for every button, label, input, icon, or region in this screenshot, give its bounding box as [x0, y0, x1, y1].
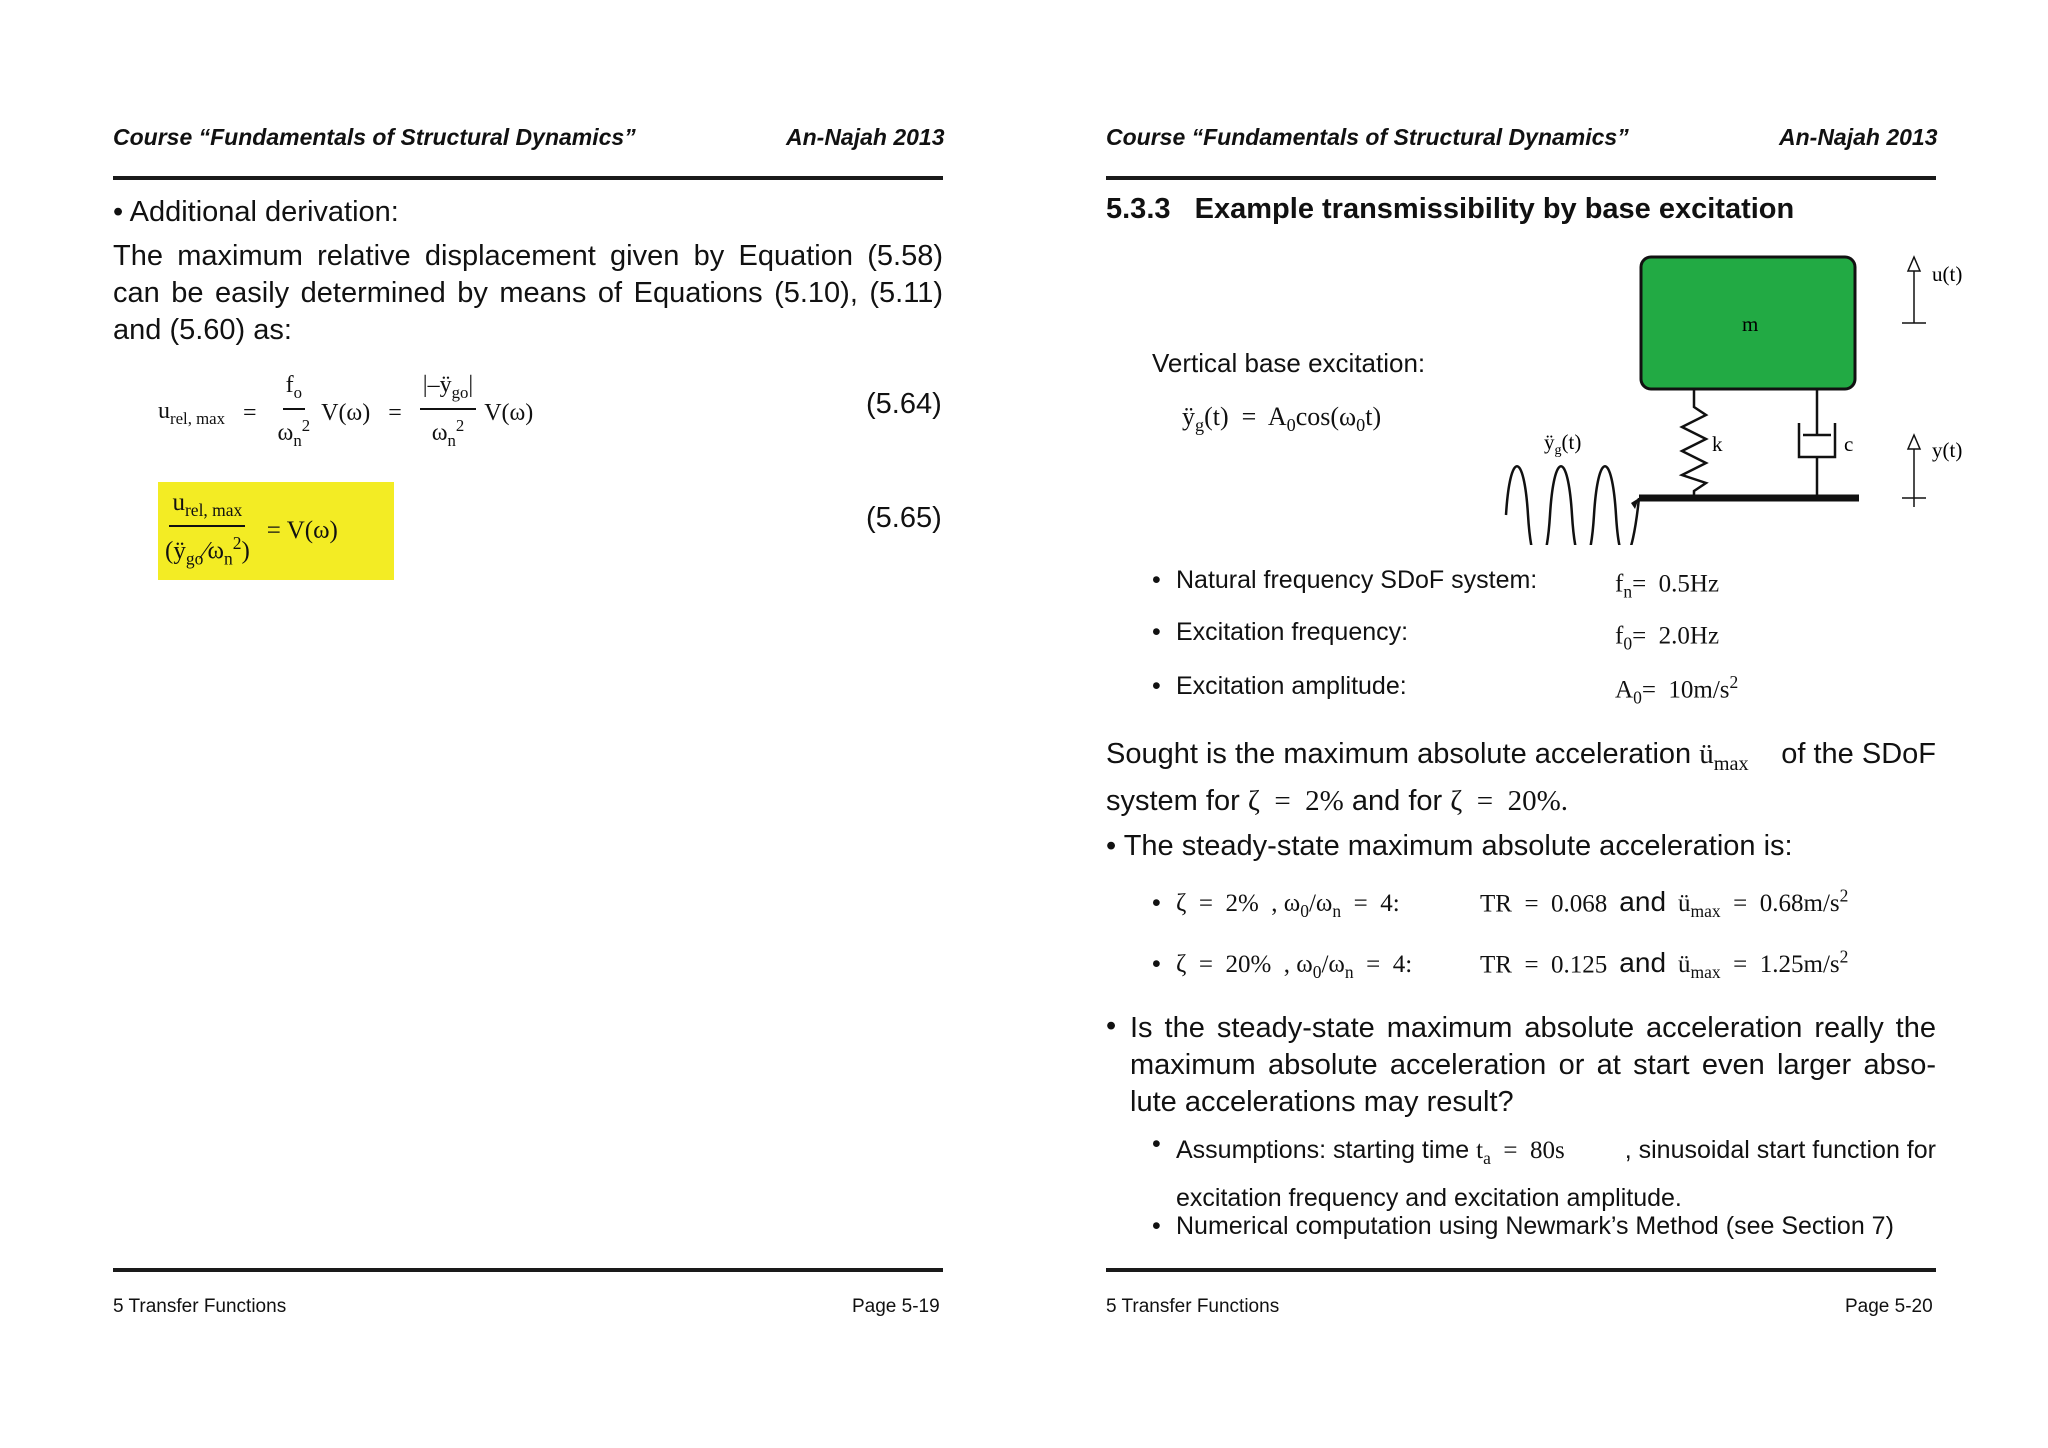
- parameter-label: Excitation frequency:: [1176, 618, 1409, 646]
- bullet-dot: •: [113, 196, 124, 228]
- vertical-base-label: Vertical base excitation:: [1152, 348, 1426, 378]
- eq64-eq2: =: [388, 399, 402, 426]
- case-and: and: [1619, 886, 1667, 918]
- y-arrow-icon: [1902, 435, 1926, 507]
- case-tr: TR = 0.125: [1480, 951, 1608, 979]
- eq65-frac: $\frac{u_{rel, max}}{(ÿ_{go}⁄\omega_n^2)}$: [165, 488, 250, 569]
- bullet-dot: •: [1152, 1130, 1161, 1158]
- right-header-title: Course “Fundamentals of Structural Dynamics”: [1106, 124, 1629, 150]
- bullet-dot: •: [1152, 889, 1161, 918]
- eq65-rhs: = V(ω): [266, 517, 338, 544]
- right-header-right: An-Najah 2013: [1779, 124, 1938, 150]
- right-footer-rule: [1106, 1268, 1936, 1272]
- sought-paragraph: Sought is the maximum absolute acceleration $ü_{max}$ of the SDoF system for ζ = 2% and for ζ = 20%.: [1106, 738, 1936, 817]
- right-footer-right: Page 5-20: [1845, 1296, 1933, 1317]
- bullet-dot: •: [1152, 618, 1161, 646]
- ground-accel-label: $ÿ_g(t)$: [1544, 430, 1582, 458]
- spring-icon: [1682, 389, 1706, 497]
- assumptions-text: Assumptions: starting time $t_a = 80s$ , sinusoidal start function for excitation frequency and excitation amplitude.: [1176, 1136, 1936, 1212]
- left-bullet-text: Additional derivation:: [129, 196, 399, 228]
- numerical-bullet: • Numerical computation using Newmark’s Method (see Section 7): [1152, 1212, 1894, 1240]
- eq64-v1: V(ω): [321, 399, 371, 426]
- steady-state-bullet: • The steady-state maximum absolute acceleration is:: [1106, 830, 1793, 862]
- sdof-diagram: [1484, 245, 1964, 545]
- parameter-row: [1152, 618, 1752, 654]
- case-condition: ζ = 2% , $\omega_0/\omega_n = 4$:: [1176, 890, 1400, 922]
- case-row: [1152, 947, 1848, 983]
- left-bullet-item: [113, 196, 399, 229]
- case-umax: $ü_{max} = 1.25m/s^2$: [1678, 947, 1849, 983]
- right-footer-left: 5 Transfer Functions: [1106, 1296, 1280, 1317]
- section-title: 5.3.3 Example transmissibility by base excitation: [1106, 193, 1795, 225]
- bullet-dot: •: [1152, 672, 1161, 700]
- y-label: y(t): [1932, 438, 1963, 462]
- bullet-dot: •: [1152, 950, 1161, 979]
- equation-5-64: [158, 370, 533, 457]
- assumptions-bullet: [1152, 1130, 1936, 1218]
- case-umax: $ü_{max} = 0.68m/s^2$: [1678, 886, 1849, 922]
- left-footer-rule: [113, 1268, 943, 1272]
- left-paragraph: The maximum relative displacement given by Equation (5.58) can be easily determined by means of Equations (5.10), (5.11) and (5.60) as:: [113, 240, 943, 346]
- bullet-dot: •: [1106, 1010, 1117, 1042]
- damper-label: c: [1844, 432, 1854, 456]
- excitation-equation: $ÿ_g(t) = A_0\cos(\omega_0t)$: [1182, 402, 1382, 436]
- ground-excitation-wave: [1506, 466, 1639, 545]
- u-label: u(t): [1932, 262, 1963, 286]
- parameter-value: $f_0= 2.0Hz$: [1615, 622, 1720, 654]
- damper-icon: [1799, 389, 1835, 497]
- question-text: Is the steady-state maximum absolute acceleration really the maximum absolute acceleration or at start even larger abso- lute accelerations may result?: [1130, 1012, 1936, 1118]
- bullet-dot: •: [1106, 830, 1117, 862]
- equation-5-65-highlight: [158, 482, 394, 580]
- parameter-label: Excitation amplitude:: [1176, 672, 1407, 700]
- case-row: [1152, 886, 1848, 922]
- eq64-frac2: $\frac{|-ÿ_{go}|}{\omega_n^2}$: [420, 370, 476, 457]
- question-bullet: [1106, 1010, 1936, 1121]
- left-header-right: An-Najah 2013: [786, 124, 945, 150]
- eq64-frac1: $\frac{f_o}{\omega_n^2}$: [277, 372, 311, 450]
- bullet-dot: •: [1152, 566, 1161, 594]
- eq64-v2: V(ω): [484, 399, 534, 426]
- eq64-eq1: =: [242, 399, 257, 426]
- left-footer-left: 5 Transfer Functions: [113, 1296, 287, 1317]
- eq64-lhs: $u_{rel, max}$: [158, 397, 225, 428]
- right-page: [1024, 0, 2048, 1448]
- spring-label: k: [1712, 432, 1723, 456]
- parameter-value: $A_0= 10m/s^2$: [1615, 672, 1739, 708]
- parameter-label: Natural frequency SDoF system:: [1176, 566, 1538, 594]
- left-footer-right: Page 5-19: [852, 1296, 940, 1317]
- eq65-number: (5.65): [866, 502, 942, 534]
- bullet-dot: •: [1152, 1212, 1161, 1240]
- case-condition: ζ = 20% , $\omega_0/\omega_n = 4$:: [1176, 951, 1413, 983]
- eq64-number: (5.64): [866, 388, 942, 420]
- case-tr: TR = 0.068: [1480, 890, 1608, 918]
- right-header-rule: [1106, 176, 1936, 180]
- case-and: and: [1619, 947, 1667, 979]
- left-header-rule: [113, 176, 943, 180]
- parameter-value: $f_n= 0.5Hz$: [1615, 570, 1720, 602]
- mass-label: m: [1742, 312, 1759, 336]
- left-header-title: Course “Fundamentals of Structural Dynamics”: [113, 124, 636, 150]
- parameter-row: [1152, 672, 1752, 708]
- parameter-row: [1152, 566, 1752, 602]
- u-arrow-icon: [1902, 257, 1926, 323]
